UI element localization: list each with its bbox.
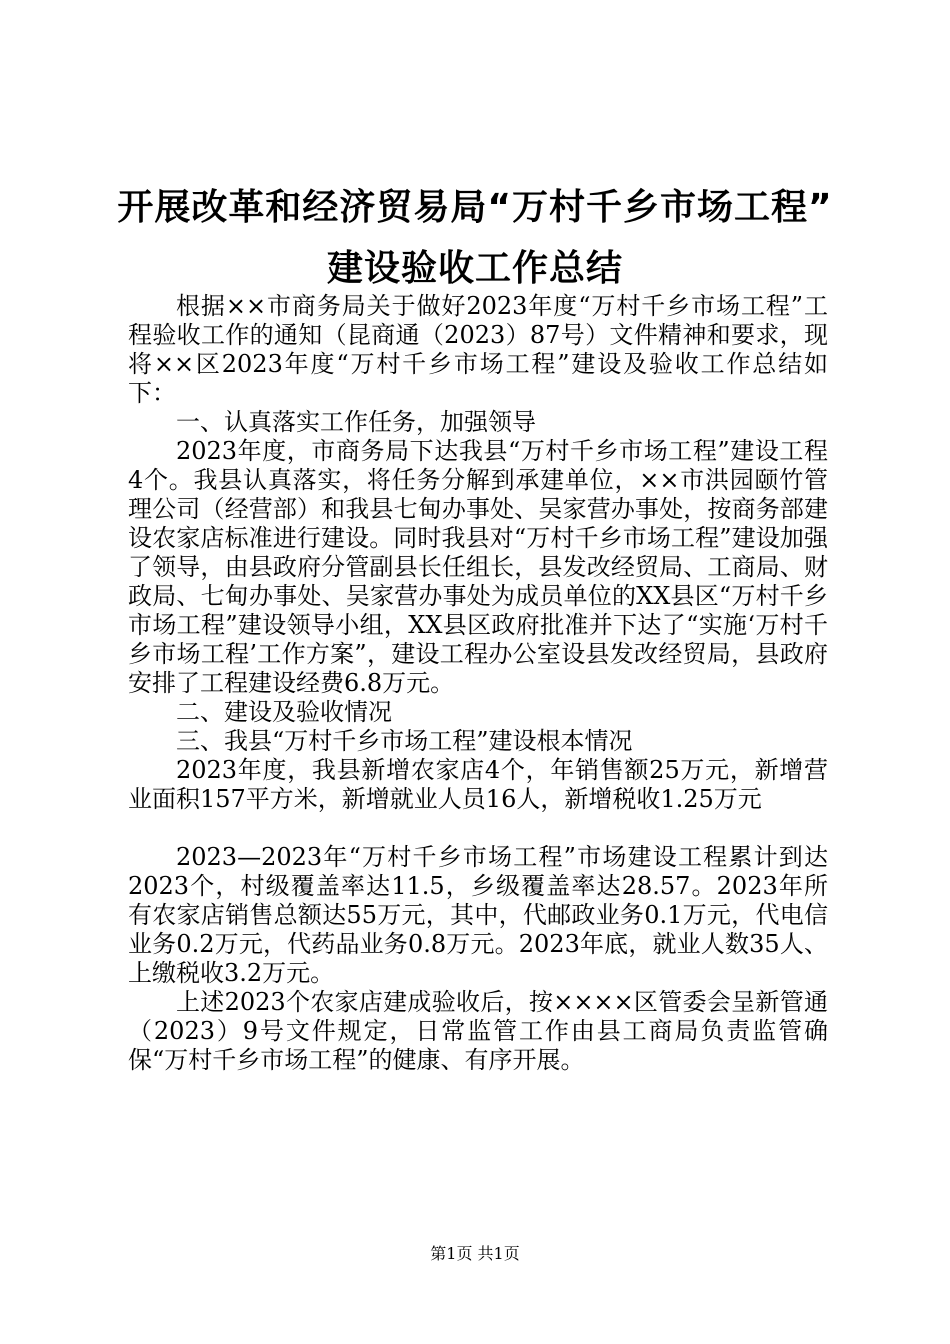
statistics-paragraph: 2023年度，我县新增农家店4个，年销售额25万元，新增营业面积157平方米，新增就业人员16人，新增税收1.25万元 <box>128 756 828 813</box>
document-body <box>128 292 828 1075</box>
document-title-line-2: 建设验收工作总结 <box>326 248 623 289</box>
document-title-line-1: 开展改革和经济贸易局“万村千乡市场工程” <box>117 187 833 228</box>
section-heading-2: 二、建设及验收情况 <box>176 698 392 726</box>
section-heading-3: 三、我县“万村千乡市场工程”建设根本情况 <box>176 727 633 755</box>
section-heading-1: 一、认真落实工作任务，加强领导 <box>176 408 536 436</box>
cumulative-paragraph: 2023—2023年“万村千乡市场工程”市场建设工程累计到达2023个，村级覆盖率达11.5，乡级覆盖率达28.57。2023年所有农家店销售总额达55万元，其中，代邮政业务0.1万元，代电信业务0.2万元，代药品业务0.8万元。2023年底，就业人数35人、上缴税收3.2万元。 <box>128 843 828 987</box>
page-footer: 第1页 共1页 <box>430 1244 520 1263</box>
supervision-paragraph: 上述2023个农家店建成验收后，按××××区管委会呈新管通（2023）9号文件规定，日常监管工作由县工商局负责监管确保“万村千乡市场工程”的健康、有序开展。 <box>128 988 828 1074</box>
intro-paragraph: 根据××市商务局关于做好2023年度“万村千乡市场工程”工程验收工作的通知（昆商通（2023）87号）文件精神和要求，现将××区2023年度“万村千乡市场工程”建设及验收工作总结如下： <box>128 292 828 407</box>
section-1-paragraph: 2023年度，市商务局下达我县“万村千乡市场工程”建设工程4个。我县认真落实，将任务分解到承建单位，××市洪园颐竹管理公司（经营部）和我县七甸办事处、吴家营办事处，按商务部建设农家店标准进行建设。同时我县对“万村千乡市场工程”建设加强了领导，由县政府分管副县长任组长，县发改经贸局、工商局、财政局、七甸办事处、吴家营办事处为成员单位的XX县区“万村千乡市场工程”建设领导小组，XX县区政府批准并下达了“实施‘万村千乡市场工程’工作方案”，建设工程办公室设县发改经贸局，县政府安排了工程建设经费6.8万元。 <box>128 437 828 697</box>
